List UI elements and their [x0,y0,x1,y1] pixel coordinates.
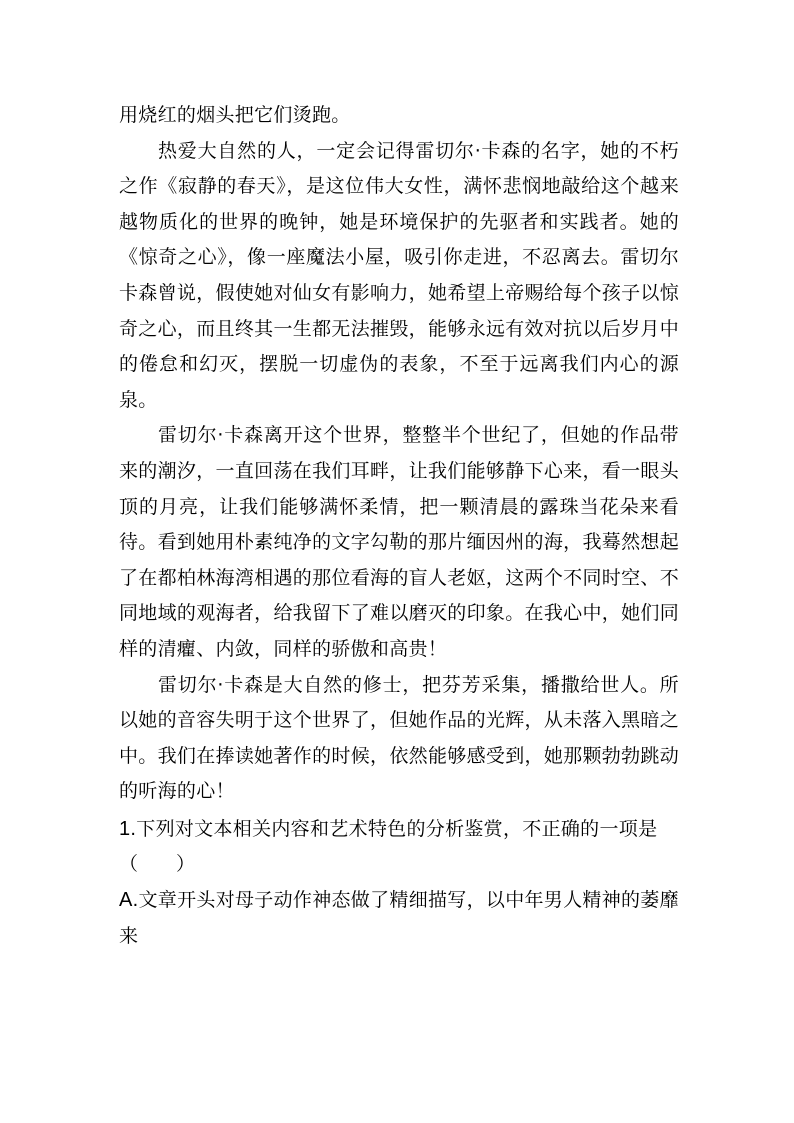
document-page [119,98,679,954]
paragraph-carson-nature: 雷切尔·卡森是大自然的修士，把芬芳采集，播撒给世人。所以她的音容失明于这个世界了，但她作品的光辉，从未落入黑暗之中。我们在捧读她著作的时候，依然能够感受到，她那颗勃勃跳动的听海的心！ [119,673,679,803]
question-1 [119,812,679,848]
answer-blank: （ ） [119,853,196,876]
paragraph-continuation: 用烧红的烟头把它们烫跑。 [119,104,351,126]
question-number: 1. [119,817,137,840]
paragraph-carson-legacy: 热爱大自然的人，一定会记得雷切尔·卡森的名字，她的不朽之作《寂静的春天》，是这位伟大女性，满怀悲悯地敲给这个越来越物质化的世界的晚钟，她是环境保护的先驱者和实践者。她的《惊奇之心》，像一座魔法小屋，吸引你走进，不忍离去。雷切尔卡森曾说，假使她对仙女有影响力，她希望上帝赐给每个孩子以惊奇之心，而且终其一生都无法摧毁，能够永远有效对抗以后岁月中的倦怠和幻灭，摆脱一切虚伪的表象，不至于远离我们内心的源泉。 [119,139,679,411]
paragraph-carson-works: 雷切尔·卡森离开这个世界，整整半个世纪了，但她的作品带来的潮汐，一直回荡在我们耳畔，让我们能够静下心来，看一眼头顶的月亮，让我们能够满怀柔情，把一颗清晨的露珠当花朵来看待。看到她用朴素纯净的文字勾勒的那片缅因州的海，我蓦然想起了在都柏林海湾相遇的那位看海的盲人老妪，这两个不同时空、不同地域的观海者，给我留下了难以磨灭的印象。在我心中，她们同样的清癯、内敛，同样的骄傲和高贵！ [119,424,679,660]
option-a-letter: A. [119,889,139,912]
option-a-text: 文章开头对母子动作神态做了精细描写，以中年男人精神的萎靡来 [119,889,679,947]
question-text: 下列对文本相关内容和艺术特色的分析鉴赏，不正确的一项是 [136,817,658,840]
option-a [119,883,679,954]
